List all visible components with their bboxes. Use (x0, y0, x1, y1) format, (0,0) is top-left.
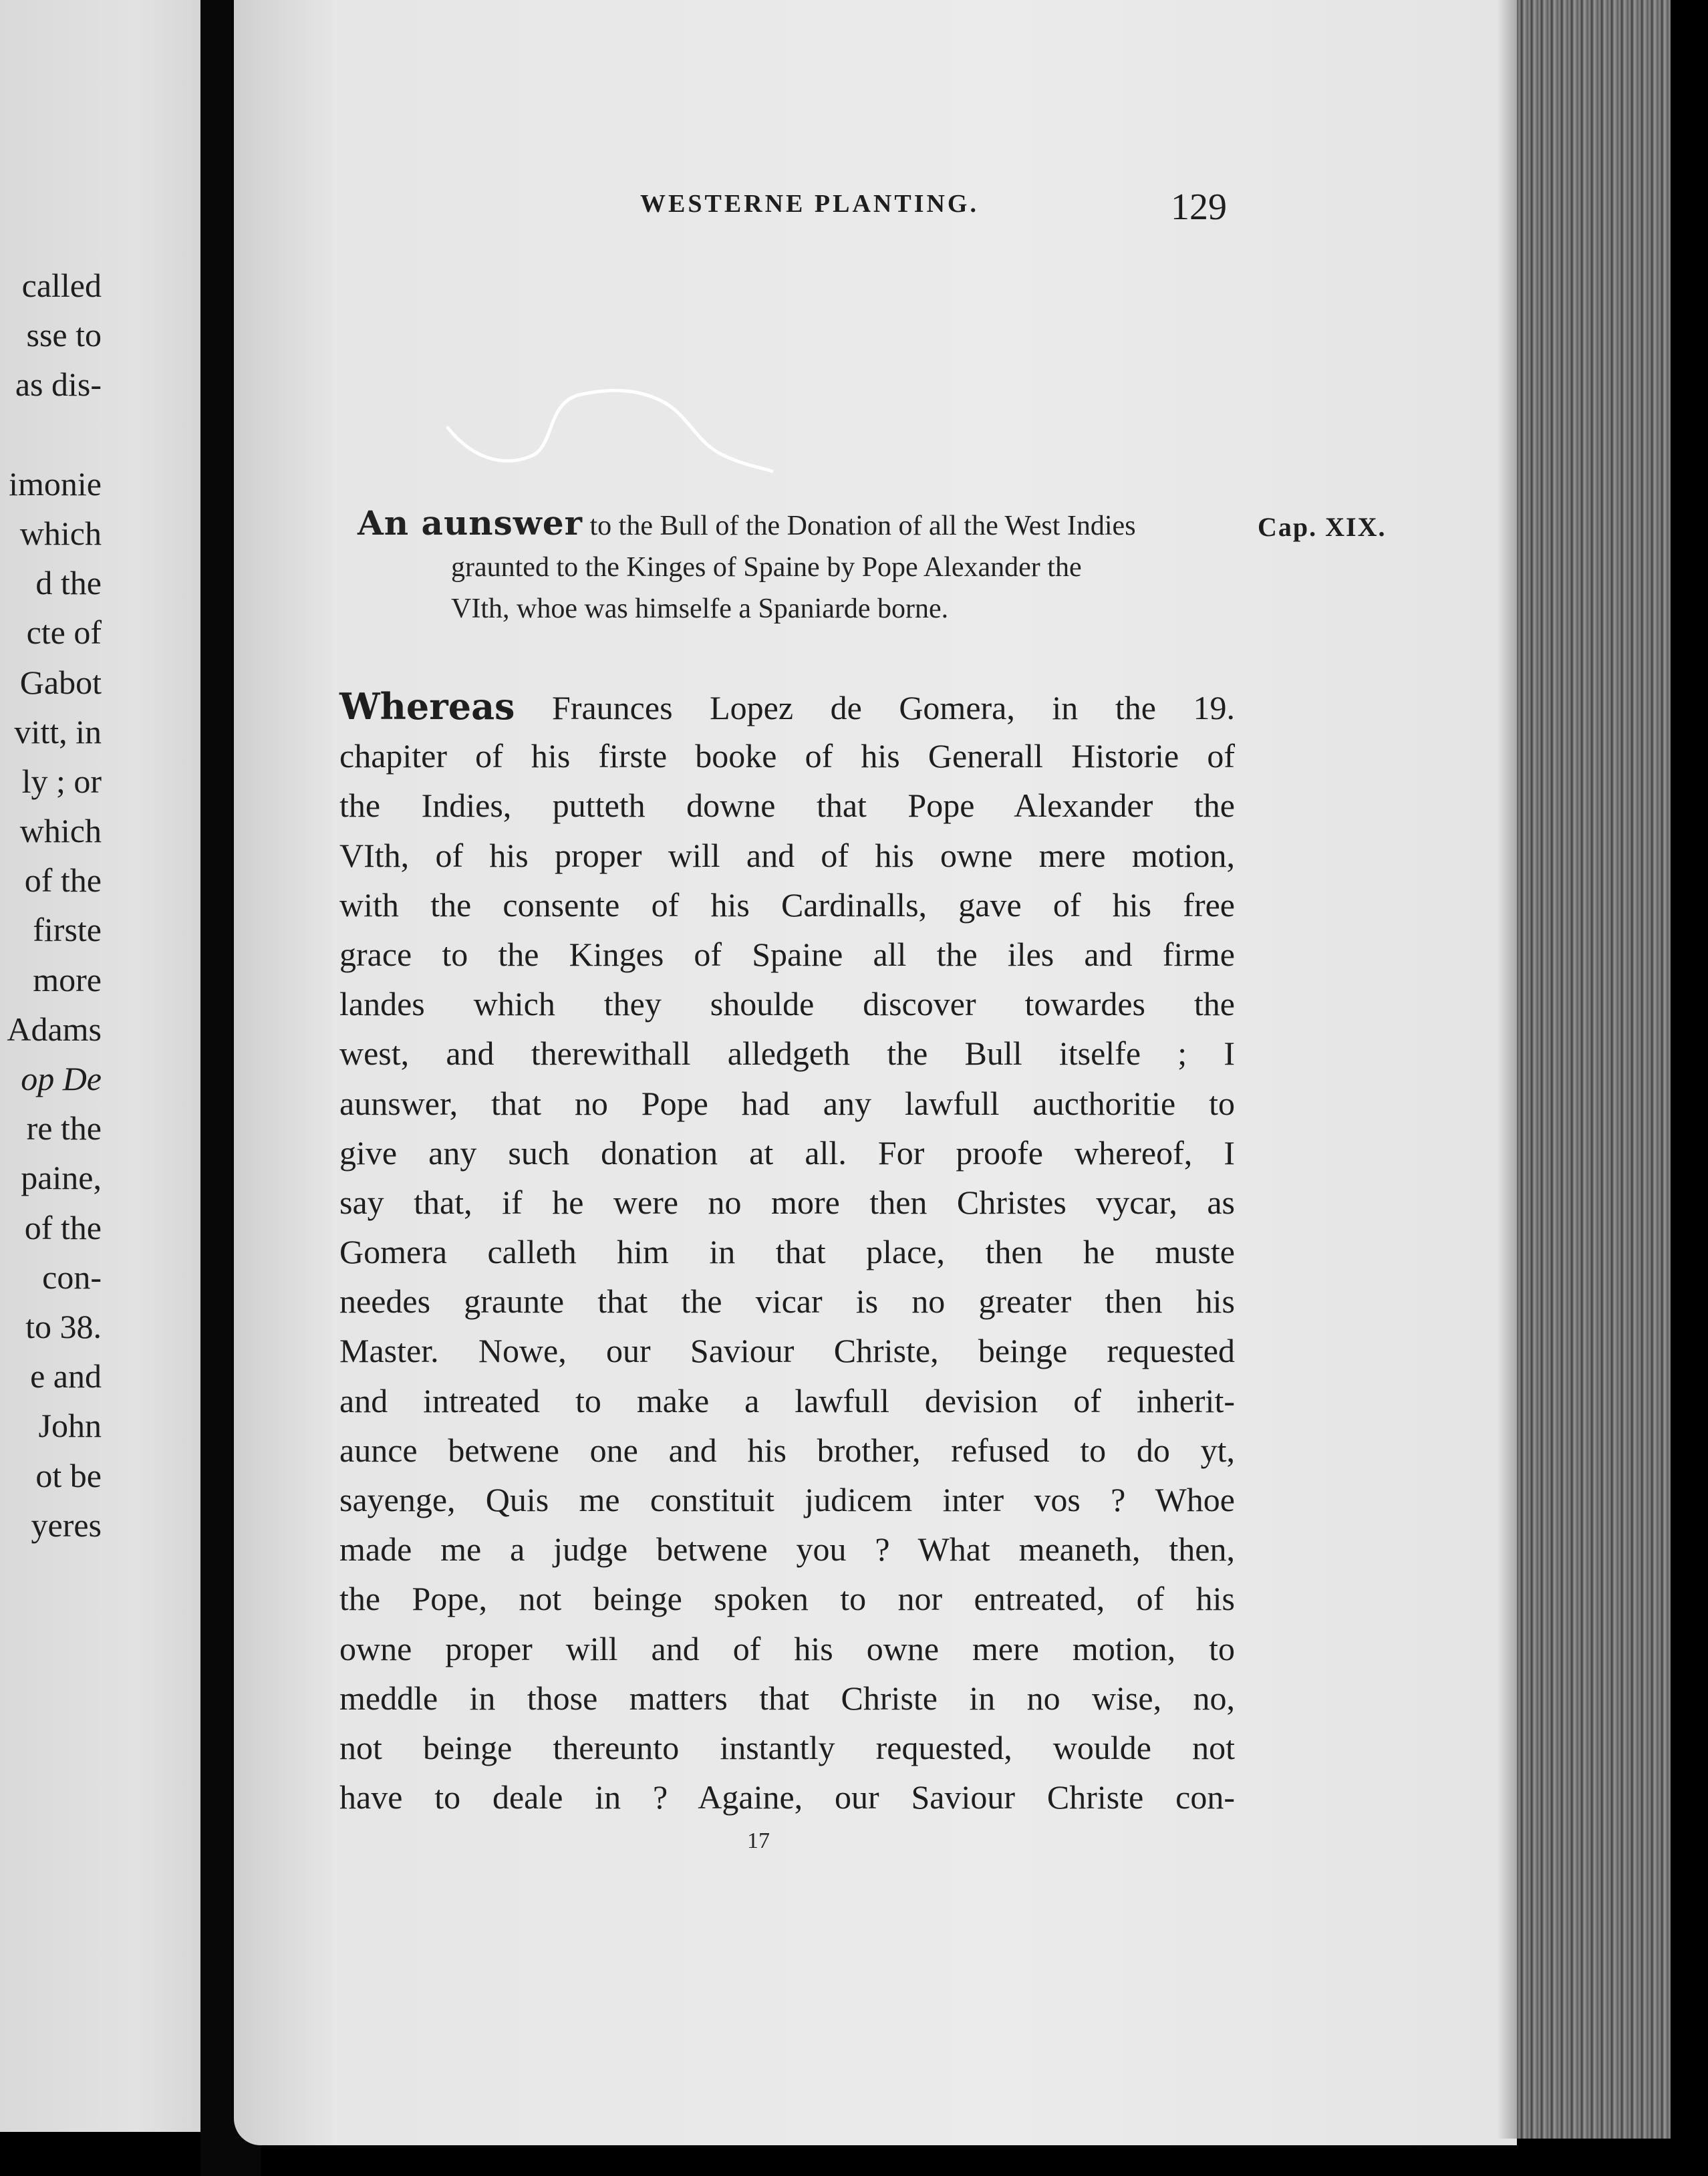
left-page-line: con- (42, 1258, 102, 1296)
body-line: west, and therewithall alledgeth the Bull itselfe ; I (339, 1035, 1235, 1073)
body-line: have to deale in ? Againe, our Saviour Christe con- (339, 1778, 1235, 1816)
chapter-label: Cap. XIX. (1258, 512, 1387, 542)
body-first-line-rest: Fraunces Lopez de Gomera, in the 19. (552, 689, 1236, 726)
body-line: aunswer, that no Pope had any lawfull aucthoritie to (339, 1084, 1235, 1122)
left-page-line: which (19, 514, 102, 552)
left-page-line: sse to (26, 316, 102, 354)
chapter-caption (358, 503, 1226, 630)
left-page-line (0, 410, 102, 459)
body-line: meddle in those matters that Christe in no wise, no, (339, 1679, 1235, 1717)
left-page-line: which (19, 812, 102, 850)
left-page-line: ot be (35, 1456, 102, 1494)
body-line: VIth, of his proper will and of his owne mere motion, (339, 836, 1235, 874)
left-page-line: Adams (7, 1010, 102, 1048)
body-line: owne proper will and of his owne mere motion, to (339, 1629, 1235, 1667)
body-line: chapiter of his firste booke of his Generall Historie of (339, 737, 1235, 775)
body-lines (339, 731, 1235, 1822)
left-page-line: d the (35, 564, 102, 602)
left-page-line: e and (30, 1357, 102, 1395)
body-line: landes which they shoulde discover towardes the (339, 985, 1235, 1023)
left-page-line: ly ; or (21, 762, 102, 800)
pencil-scribble-mark (434, 388, 782, 495)
left-page-line: of the (24, 861, 102, 900)
left-page-line: to 38. (25, 1307, 102, 1345)
body-line: needes graunte that the vicar is no greater then his (339, 1282, 1235, 1321)
body-line: the Pope, not beinge spoken to nor entreated, of his (339, 1580, 1235, 1618)
left-page-line: of the (24, 1208, 102, 1246)
body-line: with the consente of his Cardinalls, gave of his free (339, 886, 1235, 924)
caption-lead: An aunswer (358, 503, 583, 543)
running-title: WESTERNE PLANTING. (640, 190, 979, 218)
left-page-line: called (21, 267, 102, 304)
signature-mark: 17 (747, 1828, 770, 1853)
caption-line-3: VIth, whoe was himselfe a Spaniarde borne. (451, 593, 949, 624)
body-text (339, 682, 1235, 1822)
body-line: Master. Nowe, our Saviour Christe, beinge requested (339, 1332, 1235, 1370)
left-page-line: cte of (26, 614, 102, 652)
page-edges (1517, 0, 1671, 2139)
body-line: made me a judge betwene you ? What meaneth, then, (339, 1530, 1235, 1569)
left-page-line: firste (33, 911, 102, 949)
left-page-line: yeres (31, 1506, 102, 1544)
body-line: and intreated to make a lawfull devision of inherit- (339, 1381, 1235, 1419)
body-first-word: Whereas (339, 685, 515, 728)
left-page-line: vitt, in (14, 712, 102, 751)
left-page-line: imonie (9, 464, 102, 503)
body-line: say that, if he were no more then Christes vycar, as (339, 1183, 1235, 1221)
page-number: 129 (1171, 186, 1227, 228)
left-page-line: as dis- (15, 366, 102, 404)
left-page-line: John (38, 1407, 102, 1445)
body-line: Gomera calleth him in that place, then he muste (339, 1233, 1235, 1271)
left-page-line: op De (21, 1060, 102, 1097)
left-page (0, 0, 231, 2132)
left-page-line: Gabot (19, 663, 102, 701)
body-line: grace to the Kinges of Spaine all the iles and firme (339, 935, 1235, 973)
left-page-line: more (33, 960, 102, 998)
body-line: not beinge thereunto instantly requested, woulde not (339, 1728, 1235, 1766)
scan-border (1671, 0, 1708, 2176)
left-page-line: paine, (21, 1159, 102, 1197)
body-line: give any such donation at all. For proofe whereof, I (339, 1133, 1235, 1172)
left-page-text (0, 261, 102, 1550)
body-first-line (339, 682, 1235, 731)
left-page-line: re the (26, 1109, 102, 1147)
caption-line-1 (358, 503, 1226, 547)
body-line: the Indies, putteth downe that Pope Alexander the (339, 787, 1235, 825)
caption-line-2: graunted to the Kinges of Spaine by Pope Alexander the (451, 552, 1082, 583)
caption-line-1-rest: to the Bull of the Donation of all the West Indies (589, 511, 1136, 541)
body-line: sayenge, Quis me constituit judicem inter vos ? Whoe (339, 1481, 1235, 1518)
body-line: aunce betwene one and his brother, refused to do yt, (339, 1431, 1235, 1469)
